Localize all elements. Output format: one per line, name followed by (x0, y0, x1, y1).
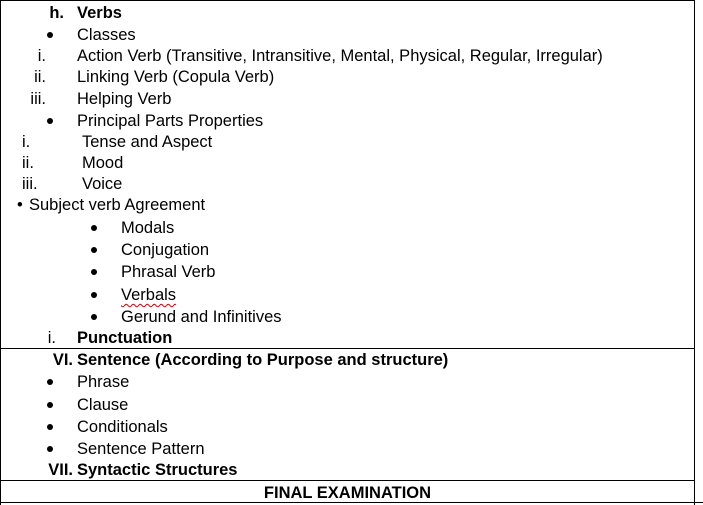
final-examination-heading: FINAL EXAMINATION (263, 484, 432, 502)
list-item-text: Verbals (121, 286, 177, 304)
list-marker: i. (22, 133, 31, 151)
list-item-text: Gerund and Infinitives (121, 308, 282, 326)
list-marker: h. (49, 4, 64, 22)
list-item-text: Sentence Pattern (77, 440, 205, 458)
table-border-left (0, 0, 1, 505)
list-item-text: Classes (77, 26, 136, 44)
list-item-text: Phrasal Verb (121, 263, 216, 281)
bullet-icon (47, 118, 53, 124)
list-item-text: Tense and Aspect (82, 133, 213, 151)
list-item-text: Modals (121, 219, 175, 237)
bullet-icon (91, 292, 97, 298)
list-marker: VII. (48, 461, 73, 479)
heading-text: Punctuation (77, 329, 173, 347)
bullet-icon (47, 32, 53, 38)
list-item-text: Phrase (77, 373, 130, 391)
heading-text: Verbs (77, 4, 122, 22)
table-border-right (694, 0, 695, 505)
bullet-icon (47, 379, 53, 385)
table-row-divider (0, 348, 695, 349)
list-item-text: Conjugation (121, 241, 210, 259)
list-item-text: Mood (82, 154, 124, 172)
bullet-icon (91, 314, 97, 320)
bullet-icon (91, 269, 97, 275)
list-item-text: Principal Parts Properties (77, 112, 264, 130)
list-marker: VI. (52, 351, 73, 369)
list-marker: iii. (22, 175, 38, 193)
list-item-text: Action Verb (Transitive, Intransitive, Mental, Physical, Regular, Irregular) (77, 47, 603, 65)
heading-text: Syntactic Structures (77, 461, 238, 479)
bullet-icon (47, 402, 53, 408)
list-item-text: Conditionals (77, 418, 168, 436)
list-marker: ii. (34, 68, 46, 86)
list-item-text: Voice (82, 175, 123, 193)
table-border-top (0, 0, 695, 1)
bullet-icon (47, 424, 53, 430)
heading-text: Sentence (According to Purpose and structure) (77, 351, 449, 369)
table-row-divider (0, 480, 695, 481)
list-item-text: Linking Verb (Copula Verb) (77, 68, 275, 86)
list-item-text: Subject verb Agreement (29, 196, 206, 214)
bullet-icon (47, 446, 53, 452)
list-item-text: Clause (77, 396, 129, 414)
bullet-icon (91, 225, 97, 231)
list-marker: i. (47, 329, 56, 347)
bullet-icon: • (17, 196, 23, 214)
list-marker: ii. (22, 154, 34, 172)
bullet-icon (91, 247, 97, 253)
list-item-text: Helping Verb (77, 90, 172, 108)
list-marker: iii. (30, 90, 46, 108)
list-marker: i. (37, 47, 46, 65)
